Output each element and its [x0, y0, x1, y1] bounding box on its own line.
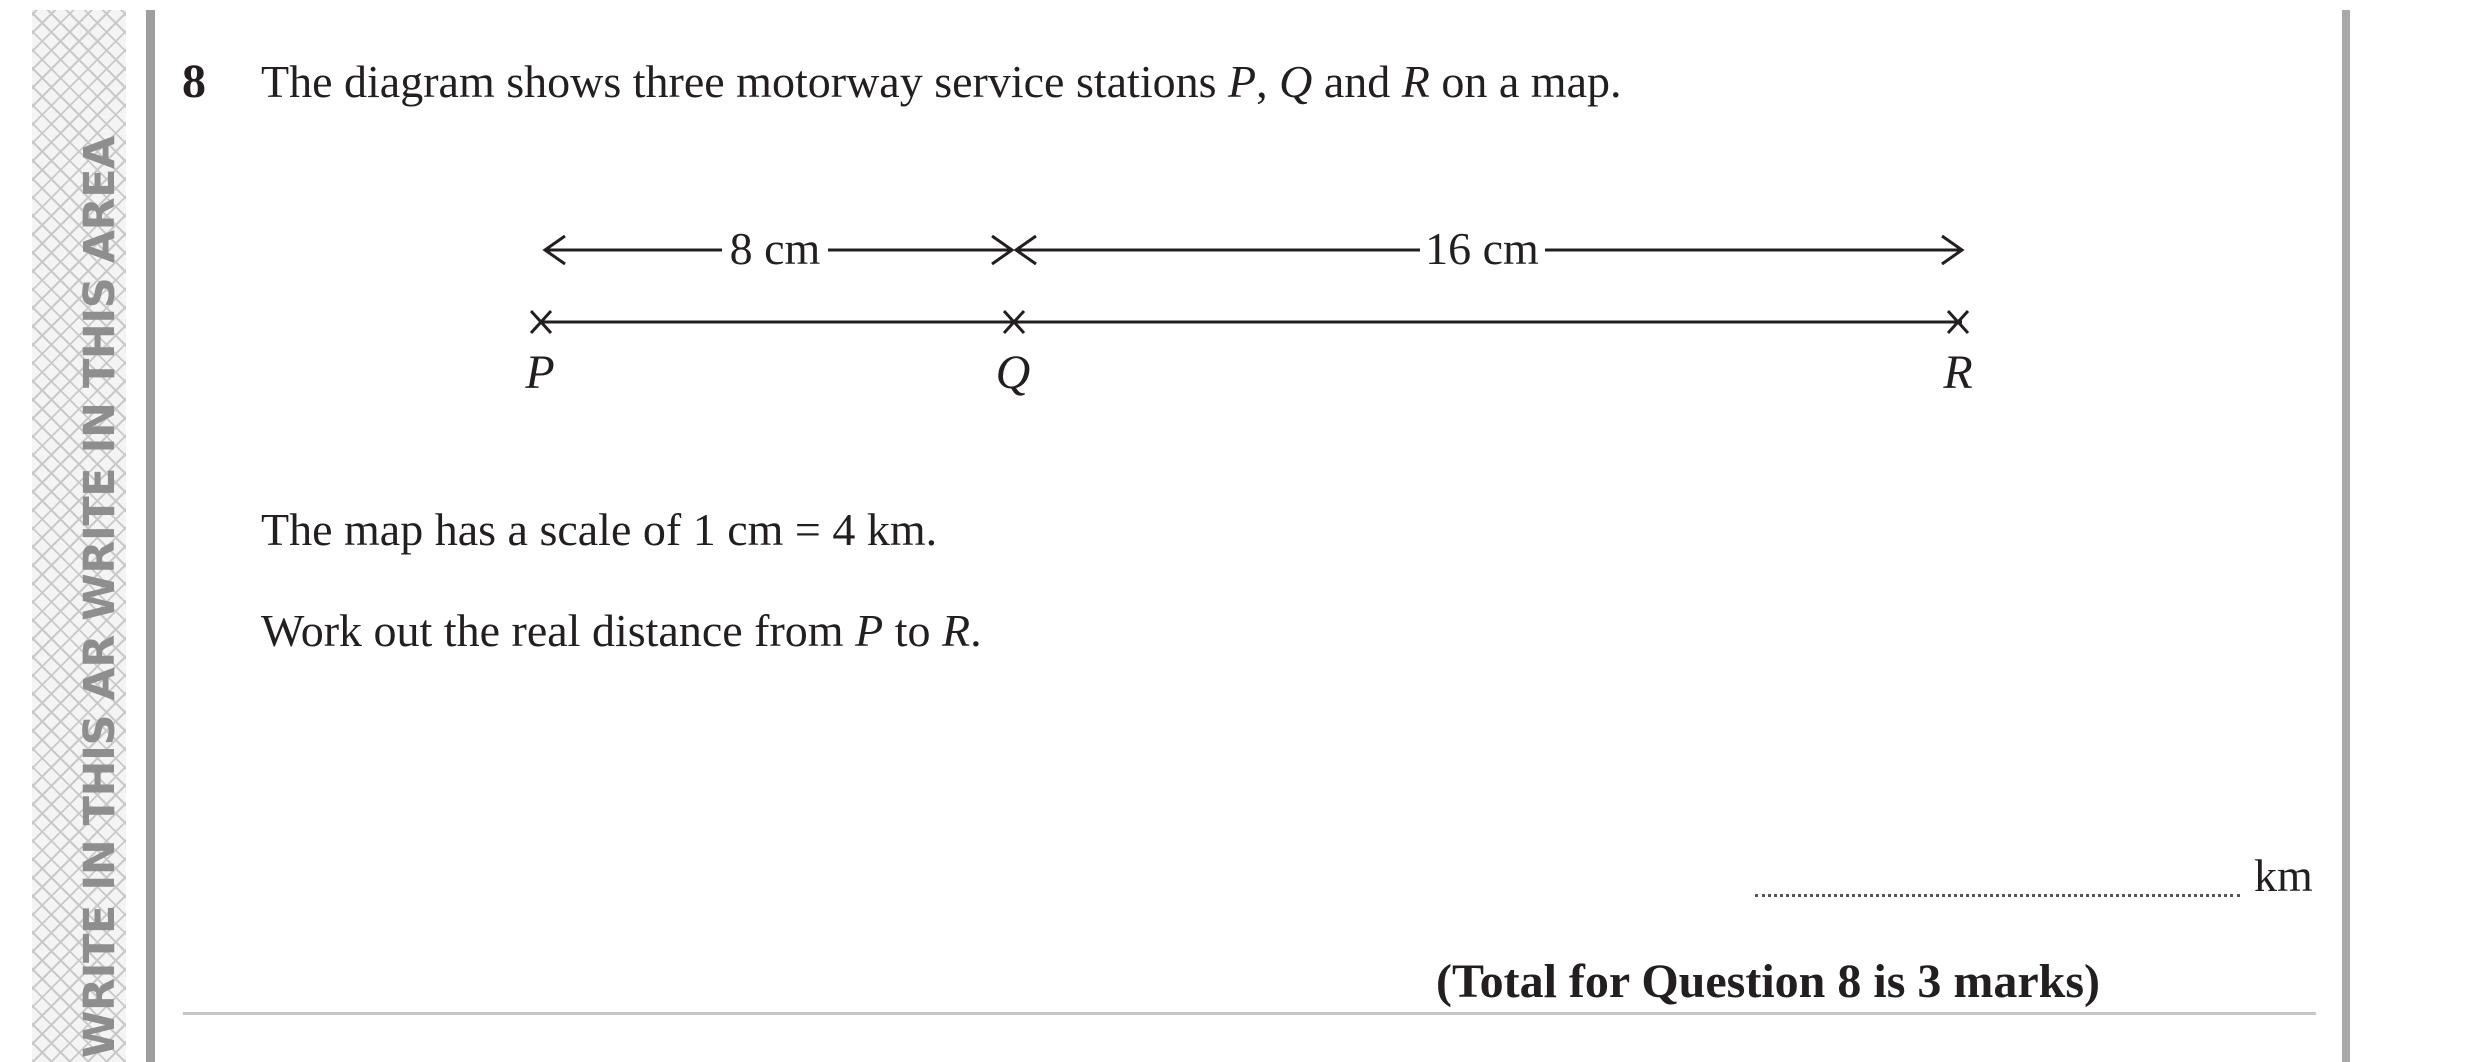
answer-line[interactable]	[1755, 894, 2240, 897]
total-marks: (Total for Question 8 is 3 marks)	[1436, 955, 2101, 1008]
bottom-rule	[183, 1012, 2316, 1015]
question-number: 8	[182, 55, 206, 108]
scale-statement: The map has a scale of 1 cm = 4 km.	[261, 504, 938, 555]
point-p-label: P	[525, 346, 555, 399]
question-intro: The diagram shows three motorway service stations P, Q and R on a map.	[261, 56, 1622, 107]
distance-diagram	[0, 0, 2491, 450]
pq-distance-label: 8 cm	[729, 223, 821, 274]
margin-warning-text: WRITE IN THIS AR WRITE IN THIS AREA	[75, 136, 125, 1058]
point-r-label: R	[1943, 346, 1973, 399]
qr-distance-label: 16 cm	[1425, 223, 1539, 274]
answer-unit: km	[2254, 850, 2313, 901]
work-instruction: Work out the real distance from P to R.	[261, 605, 982, 656]
point-q-label: Q	[995, 346, 1031, 399]
